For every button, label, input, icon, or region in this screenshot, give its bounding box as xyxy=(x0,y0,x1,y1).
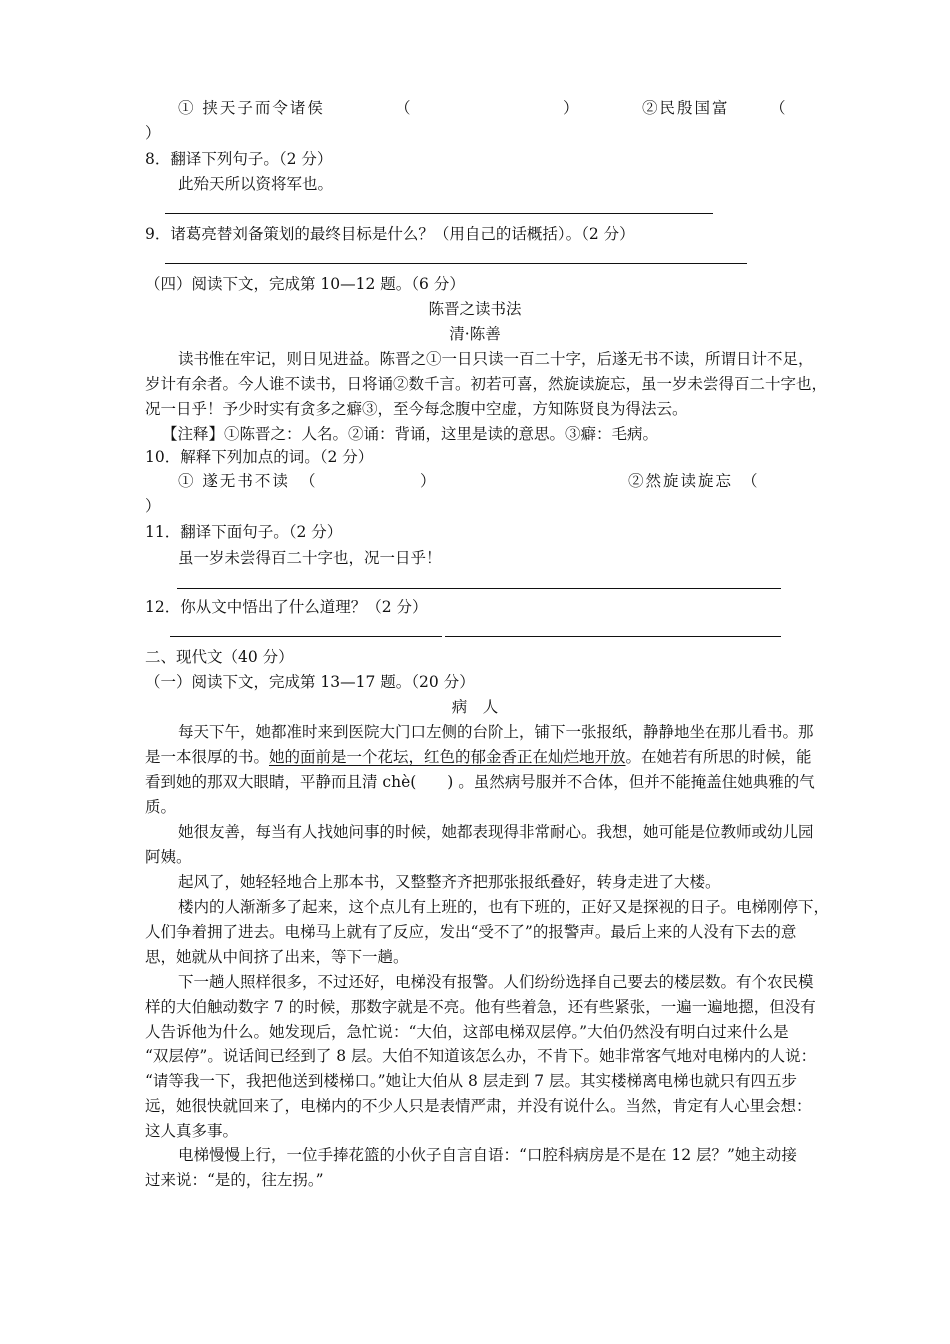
section4-para1-line2: 岁计有余者。今人谁不读书，日将诵②数千言。初若可喜，然旋读旋忘，虽一岁未尝得百二十字也， xyxy=(145,375,828,393)
q10-item1: ① 遂无书不读 xyxy=(178,472,290,490)
q12-answer-line-2[interactable] xyxy=(445,636,781,637)
p1-line3: 看到她的那双大眼睛，平静而且清 chè( ) 。虽然病号服并不合体，但并不能掩盖住她典雅的气 xyxy=(145,773,815,791)
p5-line1: 下一趟人照样很多，不过还好，电梯没有报警。人们纷纷选择自己要去的楼层数。有个农民模 xyxy=(178,973,814,991)
p5-line7: 这人真多事。 xyxy=(145,1122,239,1140)
p6-line2: 过来说：“是的，往左拐。” xyxy=(145,1171,324,1189)
section4-title: 陈晋之读书法 xyxy=(428,300,522,318)
q11-question: 11．翻译下面句子。（2 分） xyxy=(145,523,343,541)
q8-sentence: 此殆天所以资将军也。 xyxy=(178,175,334,193)
p1-line1: 每天下午，她都准时来到医院大门口左侧的台阶上，铺下一张报纸，静静地坐在那儿看书。那 xyxy=(178,723,814,741)
section4-para1-line1: 读书惟在牢记，则日见进益。陈晋之①一日只读一百二十字，后遂无书不读，所谓日计不足， xyxy=(178,350,814,368)
q12-question: 12．你从文中悟出了什么道理？（2 分） xyxy=(145,598,428,616)
section4-header: （四）阅读下文，完成第 10—12 题。（6 分） xyxy=(145,275,465,293)
q10-item1-paren-open: （ xyxy=(300,472,316,490)
p1-line2-a: 是一本很厚的书。 xyxy=(145,748,270,766)
q11-answer-line[interactable] xyxy=(177,588,781,589)
part2-sub-header: （一）阅读下文，完成第 13—17 题。（20 分） xyxy=(145,673,475,691)
q10-question: 10．解释下列加点的词。（2 分） xyxy=(145,448,374,466)
passage-title: 病 人 xyxy=(451,698,499,716)
q9-answer-line[interactable] xyxy=(165,263,747,264)
q7-item1-paren-close: ） xyxy=(563,99,579,117)
section4-note: 【注释】①陈晋之：人名。②诵：背诵，这里是读的意思。③癖：毛病。 xyxy=(162,425,659,443)
q7-item2-paren-open: （ xyxy=(770,99,786,117)
p1-line2 xyxy=(145,747,812,767)
p1-line4: 质。 xyxy=(145,798,177,816)
section4-author: 清·陈善 xyxy=(449,325,501,343)
q10-item1-paren-close: ） xyxy=(420,472,436,490)
q7-item1-paren-open: （ xyxy=(395,99,411,117)
p6-line1: 电梯慢慢上行，一位手捧花篮的小伙子自言自语：“口腔科病房是不是在 12 层？”她主动接 xyxy=(178,1146,797,1164)
q7-item2-paren-close: ） xyxy=(145,124,161,142)
p5-line3: 人告诉他为什么。她发现后，急忙说：“大伯，这部电梯双层停。”大伯仍然没有明白过来什么是 xyxy=(145,1023,789,1041)
q9-question: 9．诸葛亮替刘备策划的最终目标是什么？（用自己的话概括）。（2 分） xyxy=(145,225,635,243)
p3-line1: 起风了，她轻轻地合上那本书，又整整齐齐把那张报纸叠好，转身走进了大楼。 xyxy=(178,873,721,891)
q10-item2-paren-close: ） xyxy=(145,497,161,515)
p2-line2: 阿姨。 xyxy=(145,848,192,866)
p4-line2: 人们争着拥了进去。电梯马上就有了反应，发出“受不了”的报警声。最后上来的人没有下去的意 xyxy=(145,923,797,941)
p5-line2: 样的大伯触动数字 7 的时候，那数字就是不亮。他有些着急，还有些紧张，一遍一遍地摁，但没有 xyxy=(145,998,816,1016)
q7-item2: ②民殷国富 xyxy=(642,99,730,117)
q8-answer-line[interactable] xyxy=(165,213,713,214)
p1-underlined-sentence: 她的面前是一个花坛，红色的郁金香正在灿烂地开放 xyxy=(269,748,626,766)
p4-line3: 思，她就从中间挤了出来，等下一趟。 xyxy=(145,948,409,966)
p4-line1: 楼内的人渐渐多了起来，这个点儿有上班的，也有下班的，正好又是探视的日子。电梯刚停下， xyxy=(178,898,830,916)
q10-item2-paren-open: （ xyxy=(742,472,758,490)
q8-question: 8．翻译下列句子。（2 分） xyxy=(145,150,333,168)
q11-sentence: 虽一岁未尝得百二十字也，况一日乎！ xyxy=(178,549,442,567)
p5-line5: “请等我一下，我把他送到楼梯口。”她让大伯从 8 层走到 7 层。其实楼梯离电梯也就只有四五步 xyxy=(145,1072,798,1090)
q12-answer-line-1[interactable] xyxy=(170,636,442,637)
p1-line2-b: 。在她若有所思的时候，能 xyxy=(625,748,812,766)
q7-item1: ① 挟天子而令诸侯 xyxy=(178,99,325,117)
q10-item2: ②然旋读旋忘 xyxy=(628,472,734,490)
p5-line4: “双层停”。说话间已经到了 8 层。大伯不知道该怎么办，不肯下。她非常客气地对电梯内的人说： xyxy=(145,1047,817,1065)
p2-line1: 她很友善，每当有人找她问事的时候，她都表现得非常耐心。我想，她可能是位教师或幼儿园 xyxy=(178,823,814,841)
p5-line6: 远，她很快就回来了，电梯内的不少人只是表情严肃，并没有说什么。当然，肯定有人心里会想： xyxy=(145,1097,812,1115)
section4-para1-line3: 况一日乎！予少时实有贪多之癖③，至今每念腹中空虚，方知陈贤良为得法云。 xyxy=(145,400,688,418)
part2-header: 二、现代文（40 分） xyxy=(145,648,294,666)
